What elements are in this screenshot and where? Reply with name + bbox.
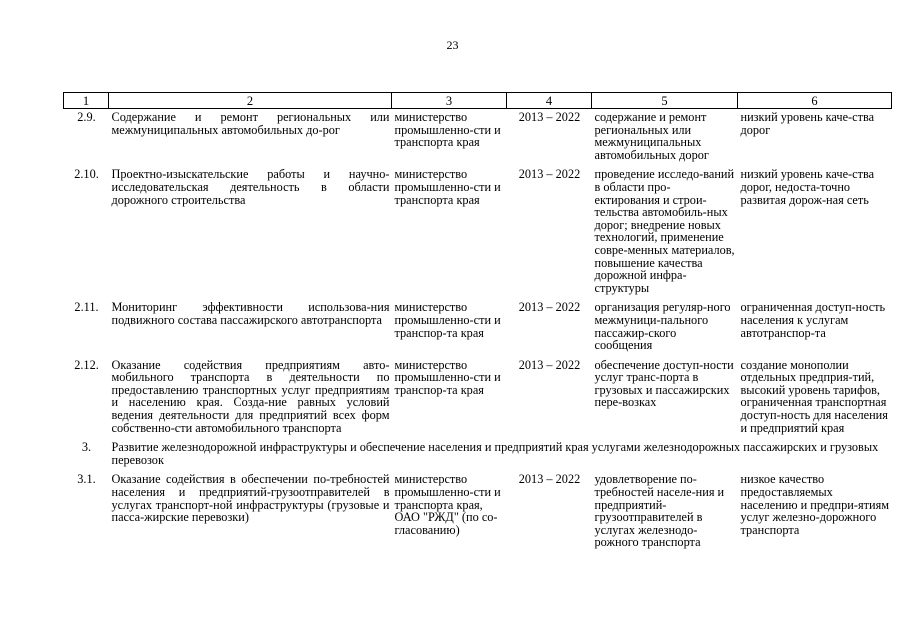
column-header: 1 [64,93,109,109]
measure-name: Оказание содействия в обеспечении по-требностей населения и предприятий-грузоотправителей в услугах транспорт-ной инфраструктуры (грузовые и пасса-жирские перевозки) [111,472,390,525]
column-header: 6 [738,93,892,109]
executor: министерство промышленно-сти и транспор-та края [394,300,501,340]
table-row [64,471,892,554]
row-number: 2.10. [74,167,99,182]
expected-result: обеспечение доступ-ности услуг транс-порта в грузовых и пассажирских пере-возках [594,357,734,410]
consequence: низкий уровень каче-ства дорог, недоста-точно развитая дорож-ная сеть [740,167,875,207]
section-row [64,439,892,471]
expected-result: удовлетворение по-требностей населе-ния и предприятий-грузоотправителей в услугах железнодо-рожного транспорта [594,472,725,550]
table-row [64,357,892,440]
executor: министерство промышленно-сти и транспор-та края [394,357,501,397]
expected-result: организация регуляр-ного межмуници-пального пассажир-ского сообщения [594,300,731,353]
row-number: 2.11. [74,300,99,315]
measure-name: Содержание и ремонт региональных или межмуниципальных автомобильных до-рог [111,110,390,137]
years: 2013 – 2022 [518,110,581,124]
expected-result: содержание и ремонт региональных или межмуниципальных автомобильных дорог [594,110,709,162]
row-number: 3.1. [77,472,96,487]
column-header: 4 [507,93,592,109]
table-row [64,299,892,356]
measure-name: Проектно-изыскательские работы и научно-исследовательская деятельность в области дорожного строительства [111,167,390,207]
consequence: ограниченная доступ-ность населения к услугам автотранспор-та [740,300,886,340]
column-header: 2 [109,93,392,109]
table-row [64,109,892,167]
header-row [64,93,892,109]
program-measures-table [63,92,892,554]
table-row [64,166,892,299]
years: 2013 – 2022 [518,472,581,487]
years: 2013 – 2022 [518,167,581,182]
consequence: создание монополии отдельных предприя-тий, высокий уровень тарифов, ограниченная транспортная доступ-ность для населения и предприятий края [740,357,888,435]
years: 2013 – 2022 [518,300,581,315]
years: 2013 – 2022 [518,357,581,372]
page-number: 23 [446,38,459,52]
row-number: 2.12. [74,357,99,372]
expected-result: проведение исследо-ваний в области про-ектирования и строи-тельства автомобиль-ных дорог; внедрение новых технологий, применение совре-менных материалов, повышение качества дорожной инфра-структуры [594,167,735,295]
row-number: 2.9. [77,110,96,124]
executor: министерство промышленно-сти и транспорта края [394,110,501,150]
executor: министерство промышленно-сти и транспорта края [394,167,501,207]
measure-name: Оказание содействия предприятиям авто-мобильного транспорта в деятельности по предоставлению транспортных услуг предприятиям и населению края. Созда-ние равных условий ведения деятельности для предприятий всех форм собственно-сти автомобильного транспорта [111,357,390,435]
column-header: 3 [392,93,507,109]
consequence: низкое качество предоставляемых населению и предпри-ятиям услуг железно-дорожного транспорта [740,472,890,537]
executor: министерство промышленно-сти и транспорта края, ОАО "РЖД" (по со-гласованию) [394,472,501,537]
section-number: 3. [81,440,92,455]
consequence: низкий уровень каче-ства дорог [740,110,875,137]
column-header: 5 [592,93,738,109]
measure-name: Мониторинг эффективности использова-ния подвижного состава пассажирского автотранспорта [111,300,390,327]
section-title: Развитие железнодорожной инфраструктуры и обеспечение населения и предприятий края услугами железнодорожных пассажирских и грузовых перевозок [111,440,879,467]
